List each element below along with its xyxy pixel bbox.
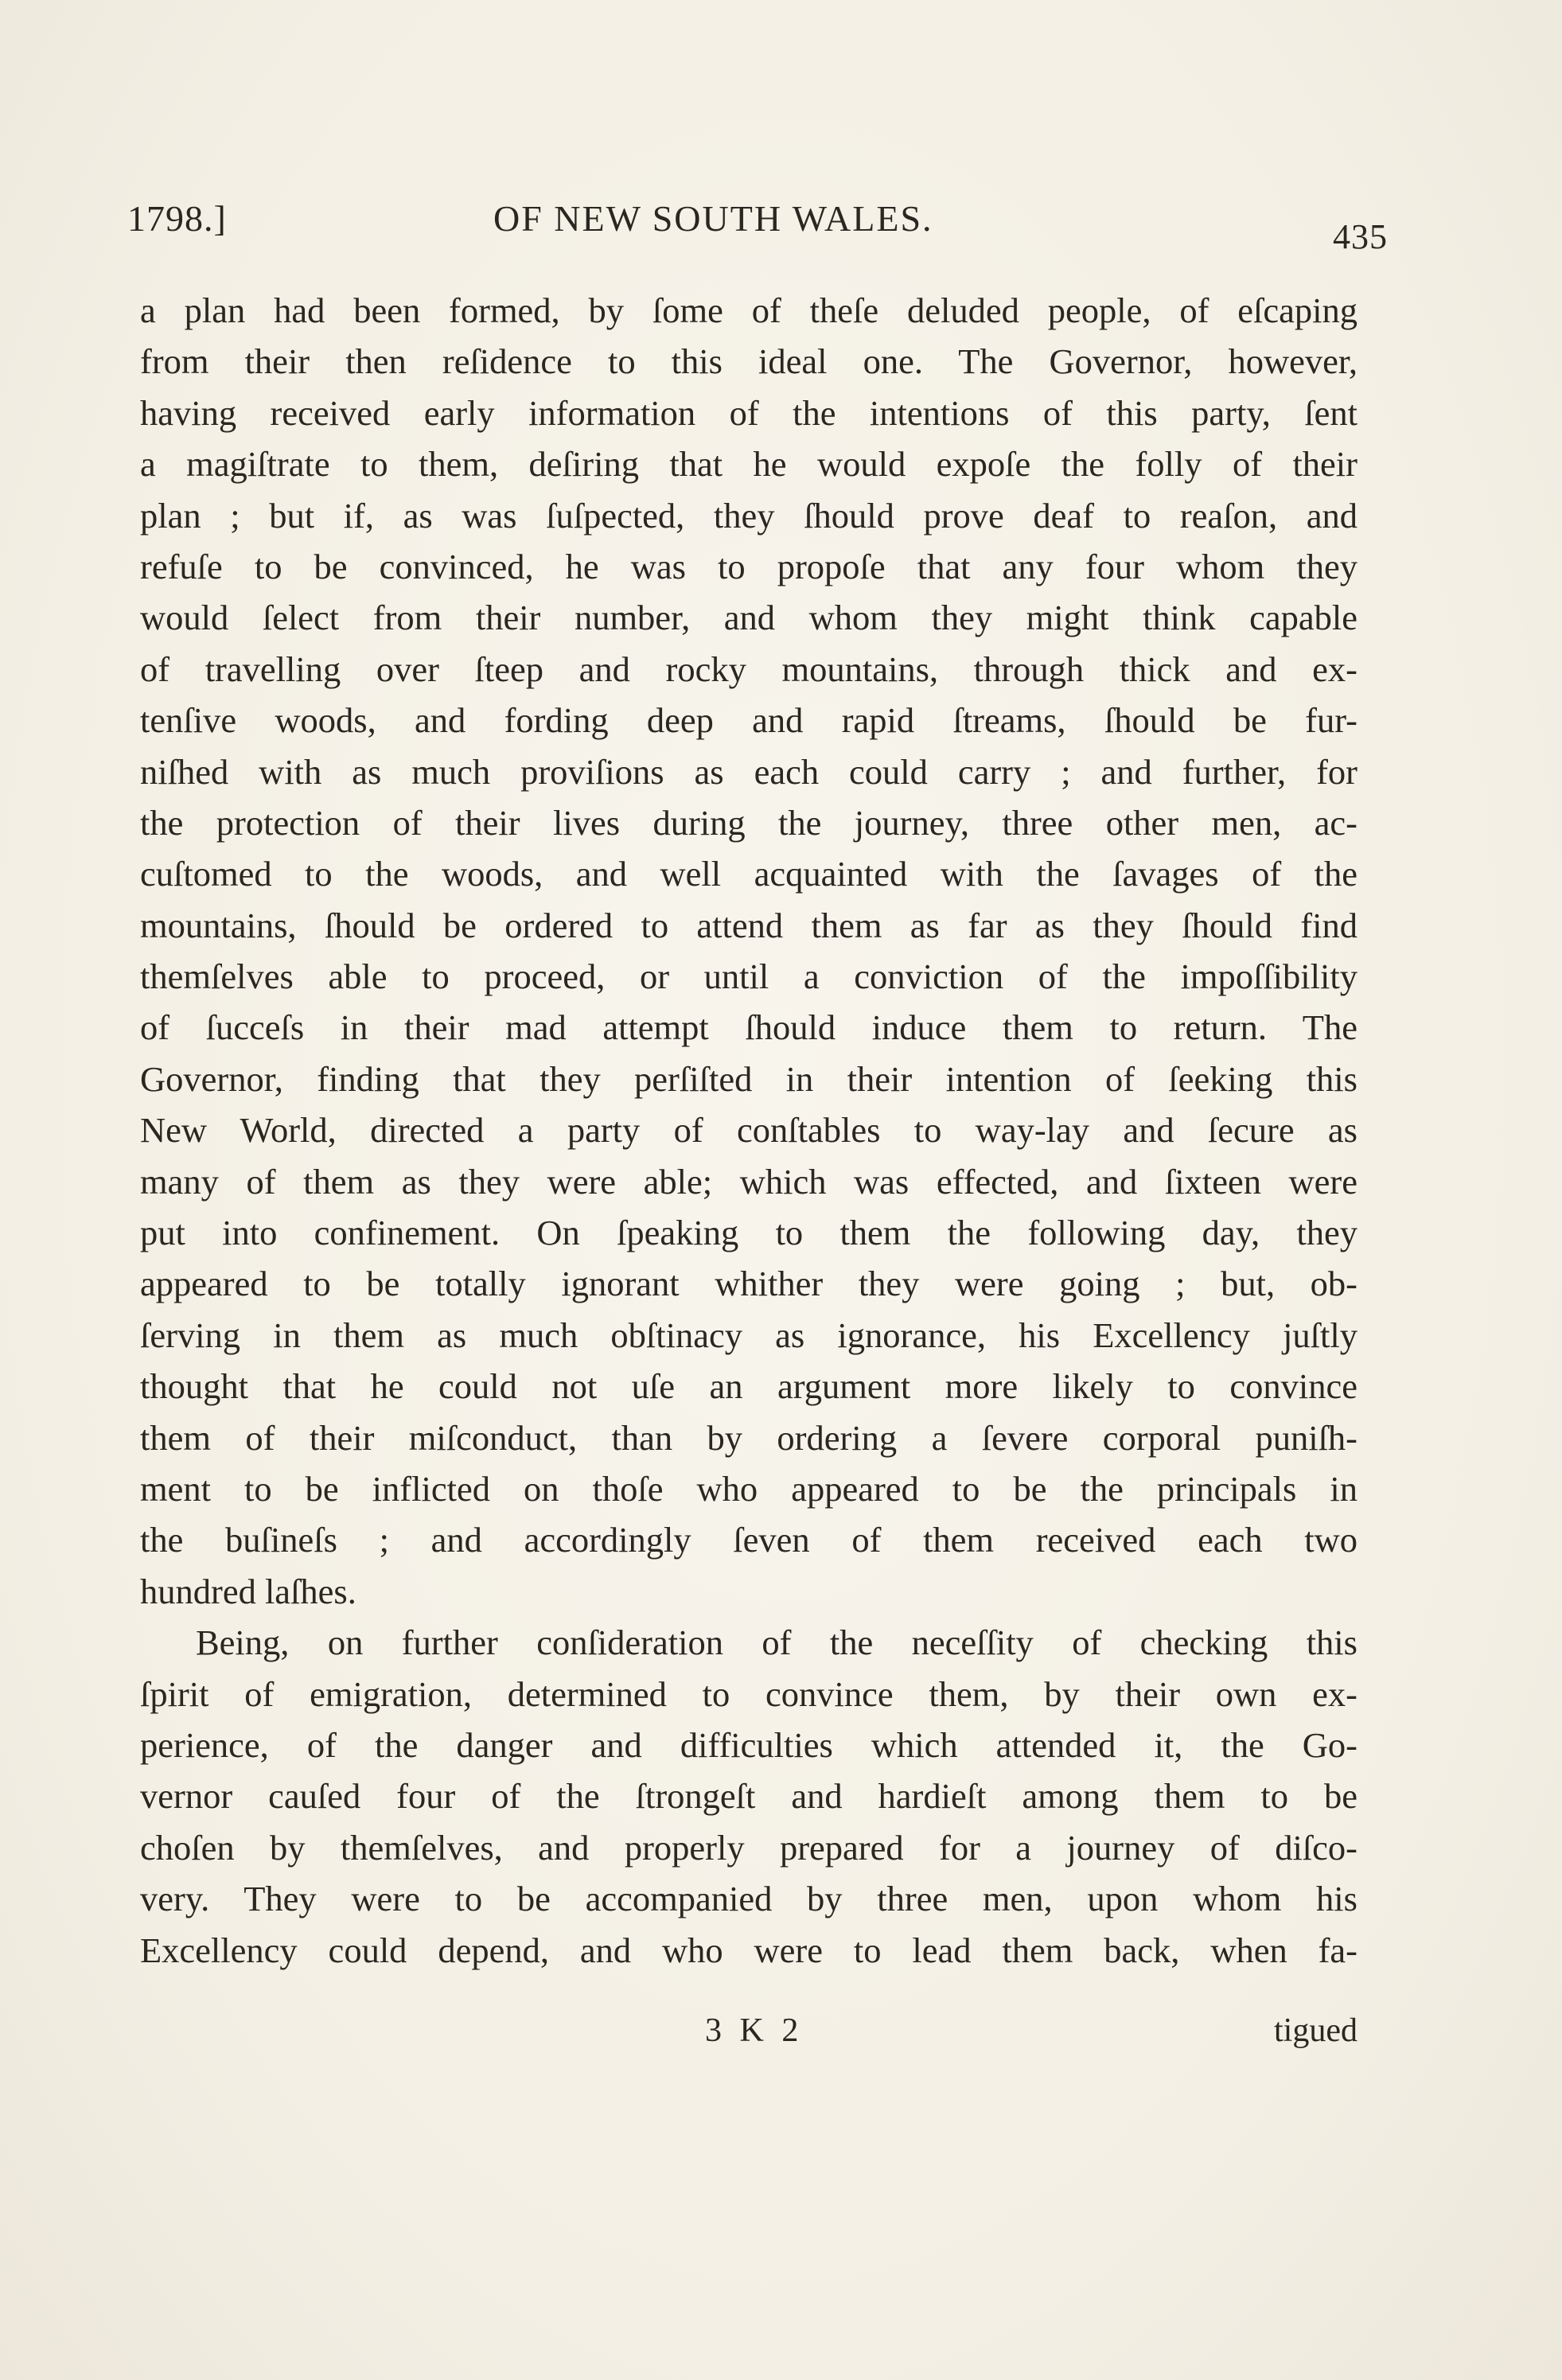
text-line: of ſucceſs in their mad attempt ſhould induce them to return. The [140, 1007, 1357, 1048]
text-line: ſpirit of emigration, determined to convince them, by their own ex- [140, 1673, 1357, 1714]
text-line: the buſineſs ; and accordingly ſeven of them received each two [140, 1520, 1357, 1560]
text-line: New World, directed a party of conſtables to way-lay and ſecure as [140, 1110, 1357, 1151]
text-line: would ſelect from their number, and whom they might think capable [140, 598, 1357, 638]
text-line: mountains, ſhould be ordered to attend them as far as they ſhould find [140, 905, 1357, 945]
text-line: plan ; but if, as was ſuſpected, they ſhould prove deaf to reaſon, and [140, 495, 1357, 536]
header-title: OF NEW SOUTH WALES. [493, 198, 933, 239]
text-line: the protection of their lives during the journey, three other men, ac- [140, 802, 1357, 843]
catchword: tigued [1274, 2012, 1357, 2049]
text-line: perience, of the danger and difficulties which attended it, the Go- [140, 1724, 1357, 1765]
signature-mark: 3 K 2 [705, 2012, 804, 2049]
text-line: tenſive woods, and fording deep and rapid ſtreams, ſhould be fur- [140, 700, 1357, 741]
paragraph-start-line: Being, on further conſideration of the neceſſity of checking this [196, 1622, 1357, 1663]
text-line: ſerving in them as much obſtinacy as ignorance, his Excellency juſtly [140, 1315, 1357, 1355]
header-year: 1798.] [127, 198, 227, 239]
text-line: ment to be inflicted on thoſe who appeared to be the principals in [140, 1468, 1357, 1509]
text-line: Governor, finding that they perſiſted in their intention of ſeeking this [140, 1058, 1357, 1099]
text-line: niſhed with as much proviſions as each could carry ; and further, for [140, 751, 1357, 792]
text-line: refuſe to be convinced, he was to propoſe that any four whom they [140, 546, 1357, 586]
body-text [140, 285, 1357, 1976]
text-line: a magiſtrate to them, deſiring that he would expoſe the folly of their [140, 444, 1357, 485]
text-line: them of their miſconduct, than by ordering a ſevere corporal puniſh- [140, 1417, 1357, 1458]
text-line: choſen by themſelves, and properly prepared for a journey of diſco- [140, 1827, 1357, 1868]
text-line: a plan had been formed, by ſome of theſe deluded people, of eſcaping [140, 290, 1357, 330]
text-line: of travelling over ſteep and rocky mountains, through thick and ex- [140, 649, 1357, 689]
text-line: themſelves able to proceed, or until a conviction of the impoſſibility [140, 956, 1357, 997]
page-footer [140, 2012, 1357, 2059]
text-line: many of them as they were able; which was effected, and ſixteen were [140, 1161, 1357, 1202]
text-line: from their then reſidence to this ideal one. The Governor, however, [140, 341, 1357, 382]
text-line: very. They were to be accompanied by three men, upon whom his [140, 1879, 1357, 1919]
text-line: having received early information of the intentions of this party, ſent [140, 392, 1357, 433]
running-head [127, 197, 1388, 256]
text-line: vernor cauſed four of the ſtrongeſt and hardieſt among them to be [140, 1776, 1357, 1817]
text-line: cuſtomed to the woods, and well acquainted with the ſavages of the [140, 854, 1357, 894]
text-line: Excellency could depend, and who were to lead them back, when fa- [140, 1930, 1357, 1970]
text-line: hundred laſhes. [140, 1571, 356, 1611]
text-line: put into confinement. On ſpeaking to them the following day, they [140, 1213, 1357, 1253]
text-line: thought that he could not uſe an argument more likely to convince [140, 1366, 1357, 1407]
page-number: 435 [1333, 217, 1388, 256]
text-line: appeared to be totally ignorant whither they were going ; but, ob- [140, 1264, 1357, 1304]
